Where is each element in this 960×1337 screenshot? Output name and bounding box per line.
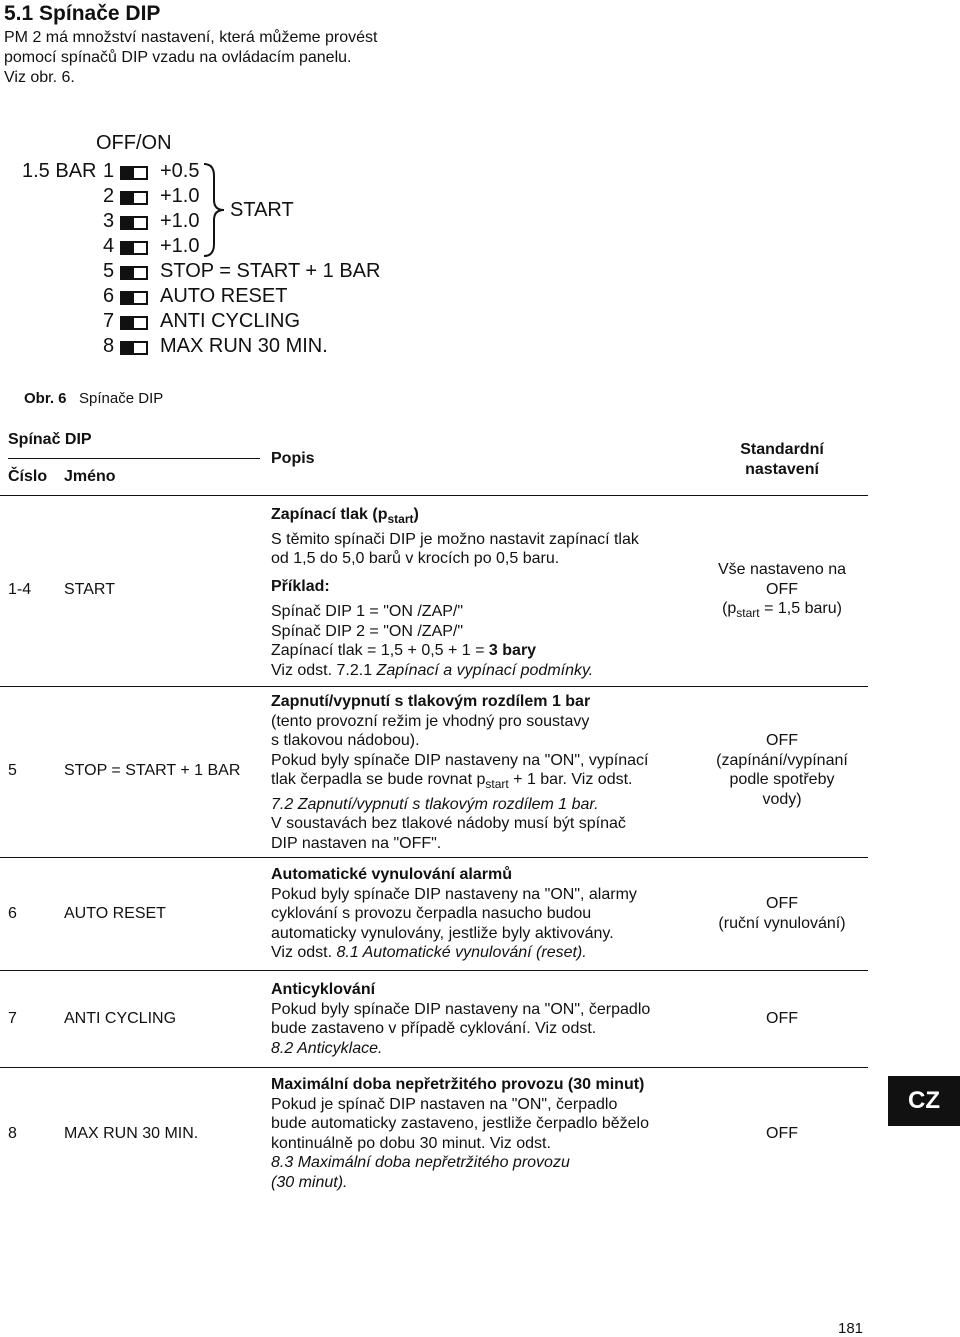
column-header-number: Číslo: [8, 468, 48, 485]
switch-icon: [120, 166, 148, 180]
row-description: Maximální doba nepřetržitého provozu (30 minut) Pokud je spínač DIP nastaven na "ON", čerpadlo bude automaticky zastaveno, jestliže čerpadlo běželo kontinuálně po dobu 30 minut. Viz odst. 8.3 Maximální doba nepřetržitého provozu (30 minut).: [271, 1076, 649, 1191]
row-description: [271, 505, 701, 680]
switch-icon: [120, 216, 148, 230]
figure-label: Obr. 6: [24, 390, 67, 407]
section-title: Spínače DIP: [39, 2, 161, 25]
switch-icon: [120, 241, 148, 255]
desc-line: od 1,5 do 5,0 barů v krocích po 0,5 baru.: [271, 550, 560, 568]
switch-label: +1.0: [160, 185, 200, 207]
desc-title: Anticyklování: [271, 981, 376, 998]
figure-caption: [24, 390, 163, 407]
switch-number: 2: [103, 185, 115, 207]
column-header-default: [702, 440, 862, 480]
diagram-base-label: 1.5 BAR: [22, 160, 97, 182]
switch-label: +0.5: [160, 160, 200, 182]
header-divider: [8, 458, 260, 459]
desc-title: Zapínací tlak $(p_{start})$: [271, 506, 419, 527]
row-name: MAX RUN 30 MIN.: [64, 1125, 199, 1142]
table-divider: [0, 686, 868, 687]
row-name: ANTI CYCLING: [64, 1010, 177, 1027]
row-number: 8: [8, 1125, 17, 1142]
table-divider: [0, 857, 868, 858]
switch-number: 5: [103, 260, 115, 282]
row-name: STOP = START + 1 BAR: [64, 762, 241, 779]
diagram-header: OFF/ON: [96, 132, 172, 154]
brace-icon: [200, 160, 230, 260]
switch-number: 7: [103, 310, 115, 332]
table-divider: [0, 495, 868, 496]
switch-label: +1.0: [160, 235, 200, 257]
row-number: 6: [8, 905, 17, 922]
switch-icon: [120, 341, 148, 355]
switch-icon: [120, 191, 148, 205]
section-intro: [4, 28, 484, 88]
row-name: START: [64, 581, 115, 598]
desc-title: Zapnutí/vypnutí s tlakovým rozdílem 1 bar: [271, 693, 591, 710]
intro-line: Viz obr. 6.: [4, 69, 75, 86]
language-badge: CZ: [888, 1076, 960, 1126]
switch-number: 1: [103, 160, 115, 182]
row-description: Zapnutí/vypnutí s tlakovým rozdílem 1 bar (tento provozní režim je vhodný pro soustavy s tlakovou nádobou). Pokud byly spínače DIP nastaveny na "ON", vypínací tlak čerpadla se bude rovnat $p_{start} + 1$ bar. Viz odst. 7.2 Zapnutí/vypnutí s tlakovým rozdílem 1 bar. V soustavách bez tlakové nádoby musí být spínač DIP nastaven na "OFF".: [271, 693, 649, 852]
table-divider: [0, 970, 868, 971]
row-number: 7: [8, 1010, 17, 1027]
figure-caption-text: Spínače DIP: [79, 390, 164, 407]
section-heading: [4, 2, 160, 26]
row-default: OFF: [766, 1010, 798, 1027]
table-group-header: Spínač DIP: [8, 431, 92, 448]
intro-line: PM 2 má množství nastavení, která můžeme provést: [4, 29, 378, 46]
row-description: Automatické vynulování alarmů Pokud byly spínače DIP nastaveny na "ON", alarmy cyklování s provozu čerpadla nasucho budou automaticky vynulovány, jestliže byly aktivovány. Viz odst. 8.1 Automatické vynulování (reset).: [271, 866, 637, 961]
switch-icon: [120, 291, 148, 305]
row-description: Anticyklování Pokud byly spínače DIP nastaveny na "ON", čerpadlo bude zastaveno v případě cyklování. Viz odst. 8.2 Anticyklace.: [271, 981, 651, 1057]
switch-label: MAX RUN 30 MIN.: [160, 335, 328, 357]
switch-label: STOP = START + 1 BAR: [160, 260, 381, 282]
header-default-line: Standardní: [740, 441, 824, 458]
example-label: Příklad:: [271, 577, 330, 595]
page-number: 181: [838, 1320, 864, 1337]
switch-icon: [120, 266, 148, 280]
row-number: 1-4: [8, 581, 32, 598]
desc-line: Spínač DIP 2 = "ON /ZAP/": [271, 622, 464, 640]
table-divider: [0, 1067, 868, 1068]
row-default: OFF: [766, 1125, 798, 1142]
header-default-line: nastavení: [745, 461, 819, 478]
switch-number: 4: [103, 235, 115, 257]
row-default: OFF (zapínání/vypínaní podle spotřeby vody): [716, 732, 848, 808]
column-header-description: Popis: [271, 450, 315, 467]
desc-line: S těmito spínači DIP je možno nastavit zapínací tlak: [271, 530, 639, 548]
row-default: Vše nastaveno na OFF ($p_{start} = 1,5$ baru): [717, 561, 847, 621]
switch-number: 6: [103, 285, 115, 307]
intro-line: pomocí spínačů DIP vzadu na ovládacím panelu.: [4, 49, 352, 66]
desc-line: Zapínací tlak = 1,5 + 0,5 + 1 = 3 bary: [271, 642, 537, 660]
desc-reference: Viz odst. 7.2.1 Zapínací a vypínací podmínky.: [271, 661, 594, 679]
brace-label: START: [230, 199, 294, 221]
switch-number: 3: [103, 210, 115, 232]
row-name: AUTO RESET: [64, 905, 166, 922]
column-header-name: Jméno: [64, 468, 116, 485]
desc-title: Automatické vynulování alarmů: [271, 866, 512, 883]
switch-label: +1.0: [160, 210, 200, 232]
switch-label: AUTO RESET: [160, 285, 288, 307]
switch-icon: [120, 316, 148, 330]
switch-label: ANTI CYCLING: [160, 310, 301, 332]
desc-title: Maximální doba nepřetržitého provozu (30 minut): [271, 1076, 645, 1093]
desc-line: Spínač DIP 1 = "ON /ZAP/": [271, 603, 464, 621]
row-number: 5: [8, 762, 17, 779]
switch-number: 8: [103, 335, 115, 357]
section-number: 5.1: [4, 2, 34, 25]
row-default: OFF (ruční vynulování): [718, 895, 846, 932]
